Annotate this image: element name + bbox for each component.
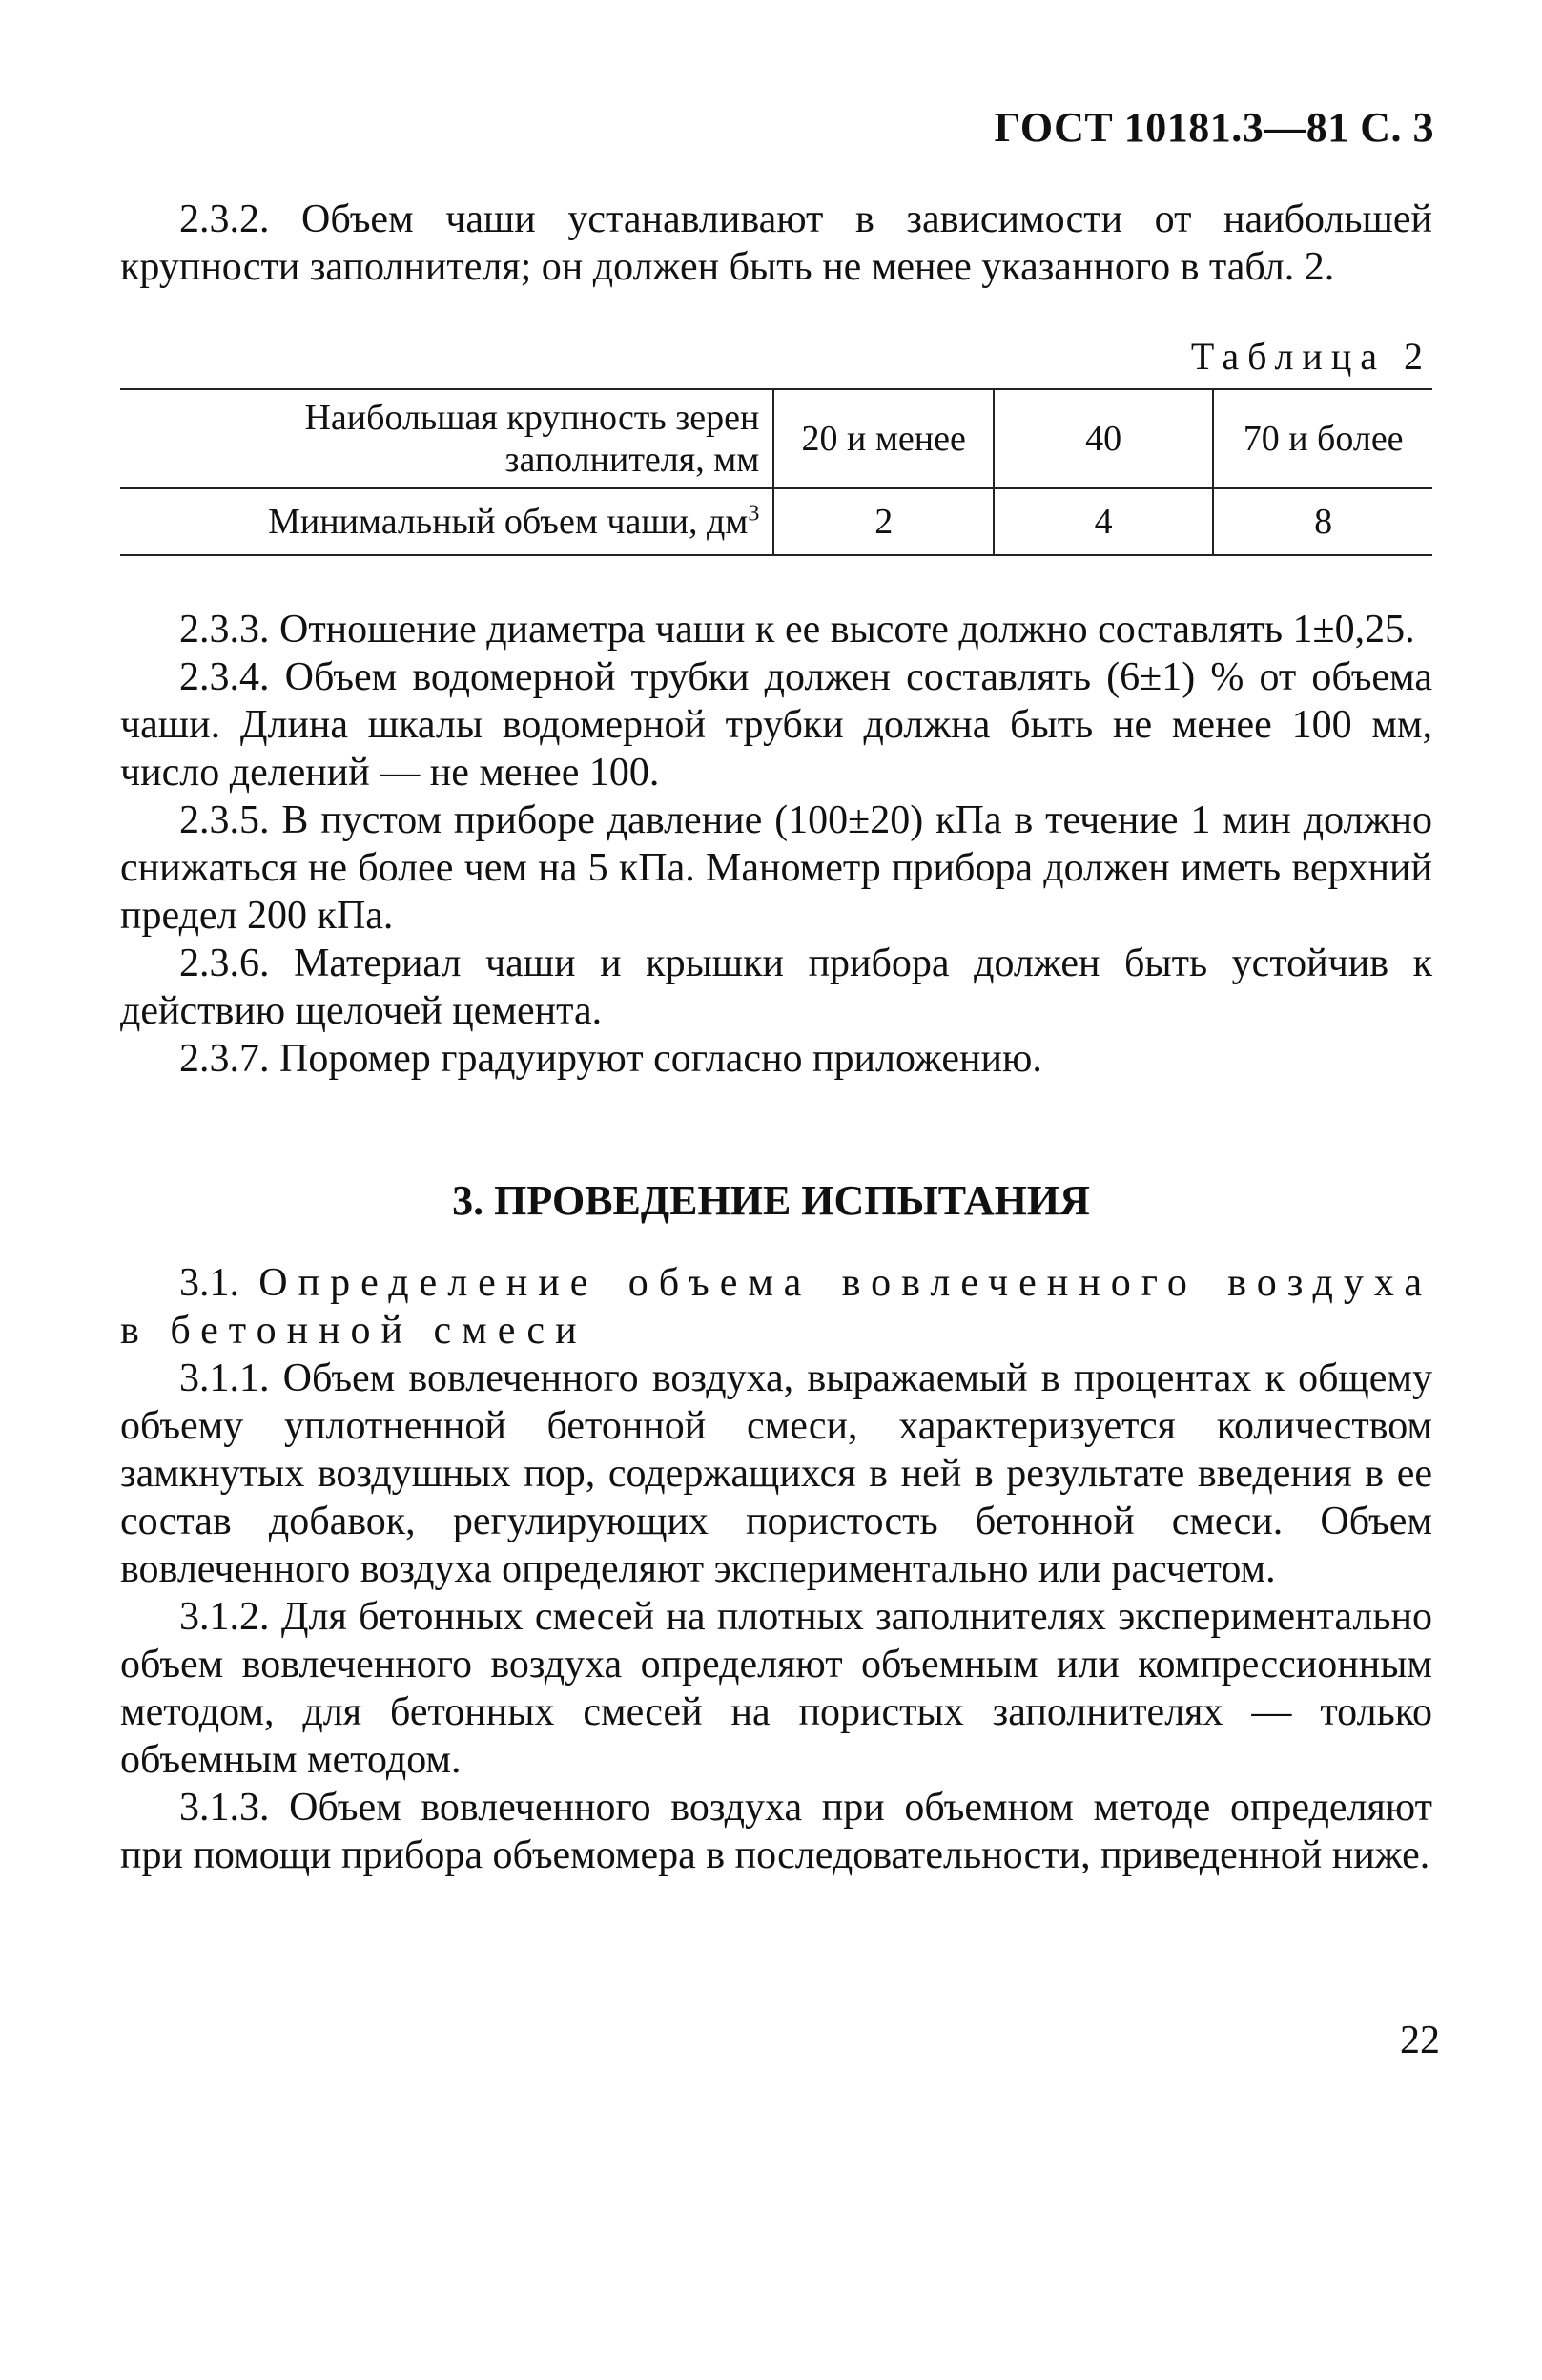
superscript: 3 (748, 501, 760, 527)
paragraph-2-3-7: 2.3.7. Поромер градуируют согласно приложению. (179, 1037, 1042, 1081)
table-caption: Таблица 2 (1190, 335, 1431, 378)
requirements-block (120, 606, 1432, 1083)
table-row-header: Наибольшая крупность зерен заполнителя, мм (120, 389, 773, 488)
subsection-heading (120, 1259, 1432, 1355)
table-cell: 40 (994, 389, 1213, 488)
paragraph-2-3-6: 2.3.6. Материал чаши и крышки прибора должен быть устойчив к действию щелочей цемента. (120, 942, 1432, 1033)
section-title: 3. ПРОВЕДЕНИЕ ИСПЫТАНИЯ (452, 1177, 1090, 1224)
table-row-header (120, 488, 773, 555)
paragraph-2-3-2: 2.3.2. Объем чаши устанавливают в зависимости от наибольшей крупности заполнителя; он должен быть не менее указанного в табл. 2. (120, 197, 1432, 289)
table-cell: 70 и более (1213, 389, 1432, 488)
subsection-title: Определение объема вовлеченного воздуха в бетонной смеси (120, 1261, 1432, 1353)
paragraph-2-3-4: 2.3.4. Объем водомерной трубки должен составлять (6±1) % от объема чаши. Длина шкалы водомерной трубки должна быть не менее 100 мм, число делений — не менее 100. (120, 655, 1432, 795)
table-row (120, 389, 1432, 488)
table-cell: 2 (773, 488, 994, 555)
paragraph-2-3-3: 2.3.3. Отношение диаметра чаши к ее высоте должно составлять 1±0,25. (179, 608, 1415, 652)
paragraph-3-1-2: 3.1.2. Для бетонных смесей на плотных заполнителях экспериментально объем вовлеченного воздуха определяют объемным или компрессионным методом, для бетонных смесей на пористых заполнителях — только объемным методом. (120, 1595, 1432, 1782)
page-number: 22 (1400, 2018, 1440, 2062)
paragraph-3-1-3: 3.1.3. Объем вовлеченного воздуха при объемном методе определяют при помощи прибора объемомера в последовательности, приведенной ниже. (120, 1786, 1432, 1877)
paragraph-3-1-1: 3.1.1. Объем вовлеченного воздуха, выражаемый в процентах к общему объему уплотненной бетонной смеси, характеризуется количеством замкнутых воздушных пор, содержащихся в ней в результате введения в ее состав добавок, регулирующих пористость бетонной смеси. Объем вовлеченного воздуха определяют экспериментально или расчетом. (120, 1356, 1432, 1591)
bowl-volume-table (120, 388, 1432, 556)
subsection-number: 3.1. (179, 1261, 239, 1305)
table-cell: 8 (1213, 488, 1432, 555)
document-header: ГОСТ 10181.3—81 С. 3 (994, 104, 1434, 151)
paragraph-2-3-5: 2.3.5. В пустом приборе давление (100±20) кПа в течение 1 мин должно снижаться не более чем на 5 кПа. Манометр прибора должен иметь верхний предел 200 кПа. (120, 798, 1432, 938)
table-cell: 20 и менее (773, 389, 994, 488)
table-row-header-text: Минимальный объем чаши, дм (268, 502, 749, 542)
section-body (120, 1259, 1432, 1879)
intro-block (120, 196, 1432, 291)
table-row (120, 488, 1432, 555)
table-cell: 4 (994, 488, 1213, 555)
